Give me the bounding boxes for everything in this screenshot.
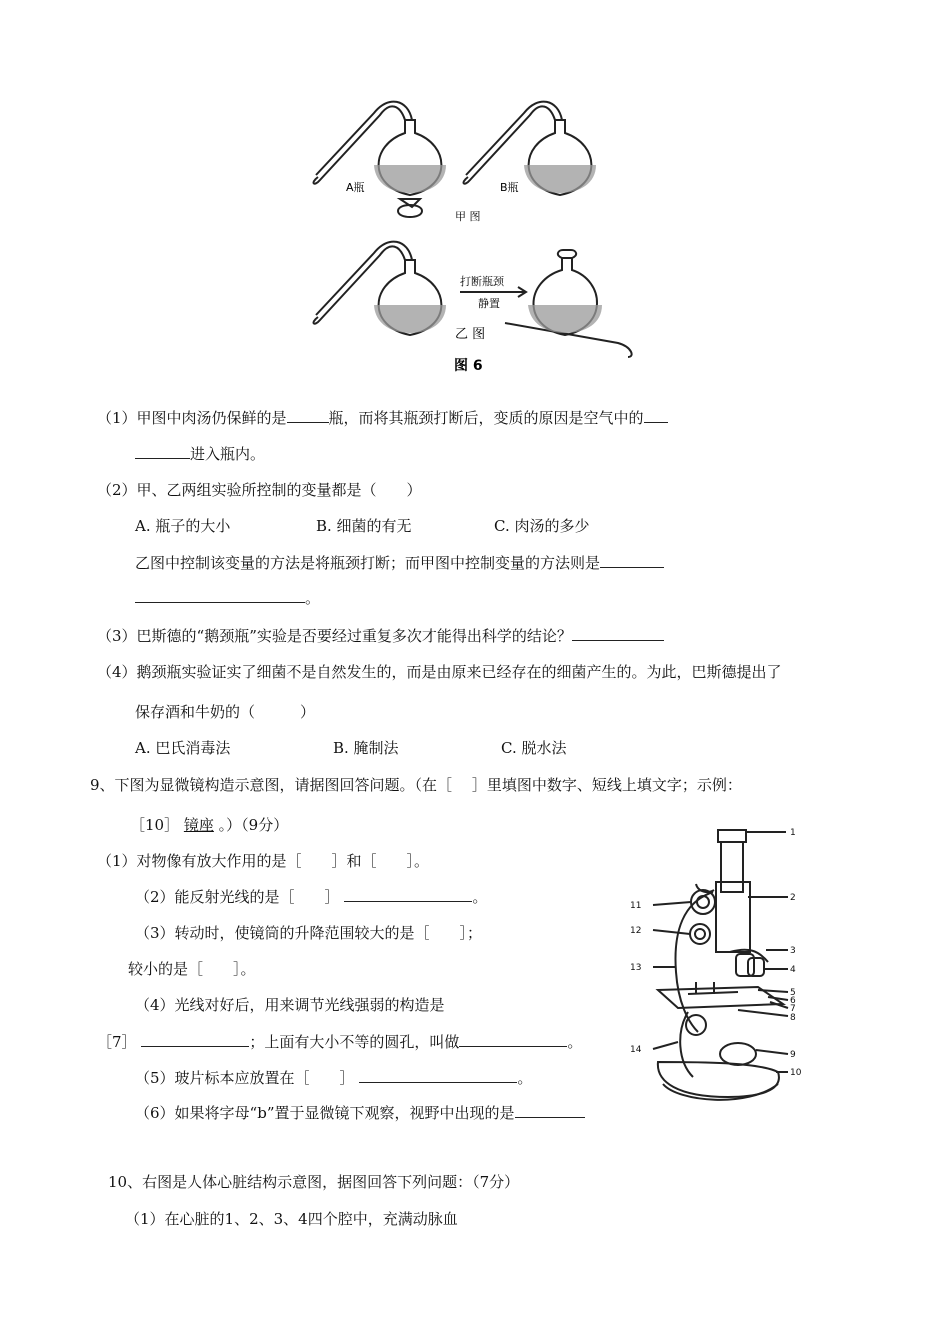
label-yi-figure: 乙 图 [455,327,486,342]
q9-p4-text: ；上面有大小不等的圆孔，叫做 [249,1033,460,1051]
q8-p4-option-c: C. 脱水法 [501,739,567,757]
blank[interactable] [287,408,329,423]
q9-p5-end: 。 [517,1069,533,1087]
label-8: 8 [790,1013,796,1023]
arrow-label-bottom: 静置 [478,297,500,310]
blank[interactable] [644,408,668,423]
arrow [460,287,526,297]
arrow-label-top: 打断瓶颈 [460,275,504,288]
q9-part3-line1: （3）转动时，使镜筒的升降范围较大的是［ ］； [135,924,483,942]
q8-part2: （2）甲、乙两组实验所控制的变量都是（ ） [97,481,422,499]
label-a-flask: A瓶 [346,181,365,194]
q9-p2-end: 。 [472,888,488,906]
label-4: 4 [790,965,796,975]
label-10: 10 [790,1068,802,1078]
q8-part1-line1 [97,408,668,428]
q8-p2-option-c: C. 肉汤的多少 [494,517,590,535]
q10-intro: 10、右图是人体心脏结构示意图，据图回答下列问题：（7分） [108,1173,520,1191]
q8-part3 [97,626,664,646]
q9-example-word: 镜座 [183,816,214,834]
figure-6 [300,95,660,380]
figure-caption: 图 6 [454,358,483,374]
q8-p4-option-b: B. 腌制法 [333,739,399,757]
q9-part3-line2: 较小的是［ ］。 [128,960,256,978]
q10-part1: （1）在心脏的1、2、3、4四个腔中，充满动脉血 [125,1210,458,1228]
inclination-joint [686,1015,706,1035]
q8-part4-line1: （4）鹅颈瓶实验证实了细菌不是自然发生的，而是由原来已经存在的细菌产生的。为此，巴斯德提出了 [97,663,782,681]
q9-p2-text: （2）能反射光线的是［ ］ [135,888,340,906]
q9-part2 [135,887,487,907]
q9-part5 [135,1068,532,1088]
label-2: 2 [790,893,796,903]
label-13: 13 [630,963,642,973]
q8-p1-text-a: （1）甲图中肉汤仍保鲜的是 [97,409,287,427]
eyepiece [718,830,746,842]
q8-part1-line2 [135,444,265,464]
fine-adjustment [690,924,710,944]
label-12: 12 [630,926,642,936]
q9-p5-text: （5）玻片标本应放置在［ ］ [135,1069,355,1087]
blank[interactable] [600,553,664,568]
q9-part4-line2 [97,1032,582,1052]
tube-upper [721,842,743,892]
q8-p1-text-b: 瓶，而将其瓶颈打断后，变质的原因是空气中的 [328,409,644,427]
q9-part4-line1: （4）光线对好后，用来调节光线强弱的构造是 [135,996,445,1014]
blank[interactable] [344,887,472,902]
q9-intro: 9、下图为显微镜构造示意图，请据图回答问题。（在［ ］里填图中数字、短线上填文字；示例： [90,776,742,794]
label-6: 6 [790,996,796,1006]
q8-p2-method-line2 [135,588,320,608]
blank[interactable] [135,588,305,603]
label-3: 3 [790,946,796,956]
q8-p2-method [135,553,664,573]
q9-part6 [135,1103,585,1123]
q8-p2-option-b: B. 细菌的有无 [316,517,412,535]
q9-p6-text: （6）如果将字母“b”置于显微镜下观察，视野中出现的是 [135,1104,515,1122]
burner [398,199,422,217]
label-11: 11 [630,901,642,911]
q9-part1: （1）对物像有放大作用的是［ ］和［ ］。 [97,852,430,870]
q8-p2-option-a: A. 瓶子的大小 [135,517,231,535]
q8-p3-text: （3）巴斯德的“鹅颈瓶”实验是否要经过重复多次才能得出科学的结论？ [97,627,572,645]
blank[interactable] [572,626,664,641]
q8-p2-end: 。 [305,589,321,607]
label-14: 14 [630,1045,642,1055]
mirror [720,1043,756,1065]
q9-example-number: ［10］ [130,816,180,834]
q8-p1-text-c: 进入瓶内。 [190,445,266,463]
blank[interactable] [515,1103,585,1118]
blank[interactable] [459,1032,567,1047]
label-1: 1 [790,828,796,838]
blank[interactable] [359,1068,517,1083]
label-9: 9 [790,1050,796,1060]
label-5: 5 [790,988,796,998]
label-jia-figure: 甲 图 [455,210,481,223]
blank[interactable] [135,444,190,459]
q9-p4-end: 。 [567,1033,583,1051]
blank[interactable] [141,1032,249,1047]
microscope-diagram [618,822,808,1122]
q9-example-suffix: 。）（9分） [218,816,289,834]
q9-p4-number: ［7］ [97,1033,137,1051]
label-7: 7 [790,1004,796,1014]
q8-part4-line2: 保存酒和牛奶的（ ） [135,703,316,721]
label-b-flask: B瓶 [500,181,519,194]
q8-p4-option-a: A. 巴氏消毒法 [135,739,231,757]
q8-p2-method-text: 乙图中控制该变量的方法是将瓶颈打断；而甲图中控制变量的方法则是 [135,554,601,572]
q9-example [130,815,288,835]
